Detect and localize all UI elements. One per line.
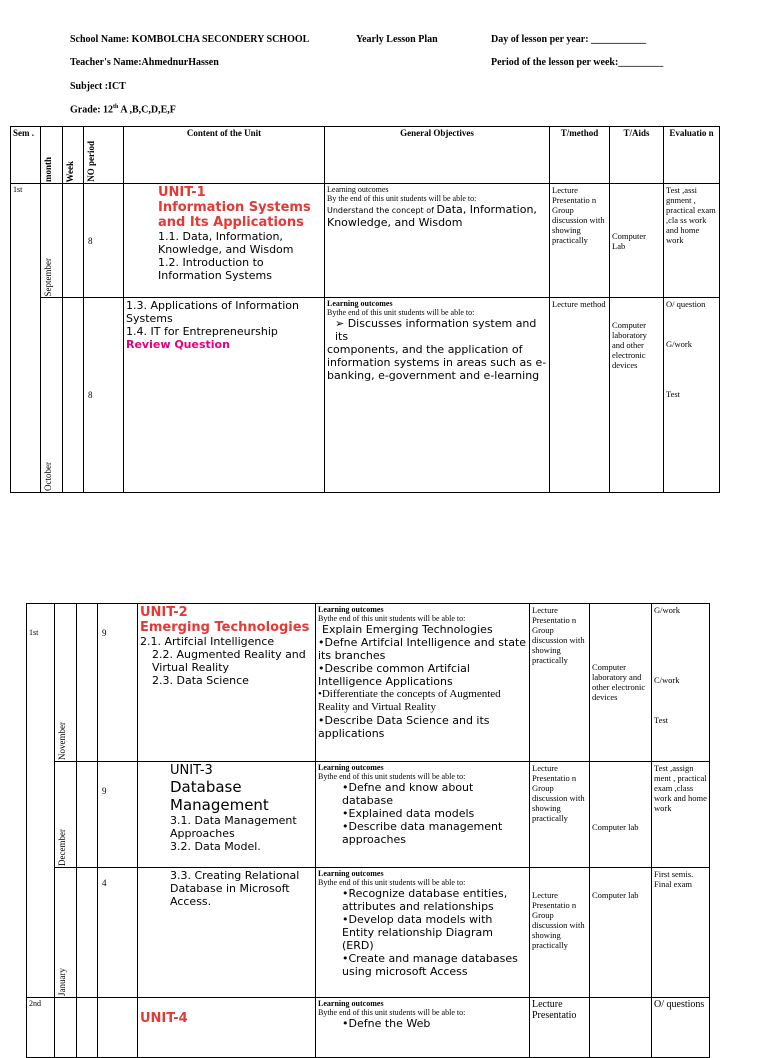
objective-text: •Create and manage databases using microsoft Access <box>342 952 518 978</box>
content-cell <box>138 998 316 1058</box>
unit-name: Database Management <box>170 778 269 814</box>
topic-item: 1.4. IT for Entrepreneurship <box>126 325 278 338</box>
unit-title: UNIT-4 <box>140 1011 188 1026</box>
topic-item: 2.2. Augmented Reality and Virtual Reality <box>152 648 306 674</box>
evaluation-item: O/ question <box>666 299 706 309</box>
topic-item: 3.1. Data Management Approaches <box>170 814 297 840</box>
learning-outcomes-intro: Bythe end of this unit students will be able to: <box>327 308 475 317</box>
month-cell <box>55 998 77 1058</box>
learning-outcomes-label: Learning outcomes <box>318 869 384 878</box>
week-cell <box>77 604 98 762</box>
tmethod-cell: Lecture Presentatio n Group discussion with showing practically <box>530 868 590 998</box>
objective-text: •Describe common Artifcial Intelligence Applications <box>318 662 470 688</box>
learning-outcomes-label: Learning outcomes <box>327 299 393 308</box>
evaluation-item: Test <box>666 389 681 399</box>
period-cell <box>98 998 138 1058</box>
week-cell <box>63 184 84 298</box>
objective-text: •Describe Data Science and its applications <box>318 714 490 740</box>
month-cell: September <box>41 184 63 298</box>
school-name: School Name: KOMBOLCHA SECONDERY SCHOOL <box>70 34 310 45</box>
unit-name: Emerging Technologies <box>140 620 310 635</box>
objective-text: •Describe data management approaches <box>342 820 503 846</box>
week-cell <box>77 998 98 1058</box>
week-cell <box>77 762 98 868</box>
content-cell <box>124 298 325 493</box>
col-sem: Sem . <box>11 127 41 184</box>
unit-title: UNIT-1 <box>158 185 206 200</box>
table-row <box>27 998 710 1058</box>
evaluation-item: C/work <box>654 675 680 685</box>
objective-lead: Understand the concept of <box>327 206 437 215</box>
taids-cell: Computer lab <box>590 762 652 868</box>
col-content: Content of the Unit <box>124 127 325 184</box>
content-cell <box>138 868 316 998</box>
objective-text: •Recognize database entities, attributes and relationships <box>342 887 508 913</box>
week-cell <box>63 298 84 493</box>
tmethod-cell: Lecture Presentatio n Group discussion with showing practically <box>530 604 590 762</box>
grade: Grade: 12th A ,B,C,D,E,F <box>70 104 176 116</box>
objective-text: ➢ Discusses information system and its <box>335 317 537 343</box>
objective-text: •Explained data models <box>342 807 475 820</box>
period-per-week: Period of the lesson per week:_________ <box>491 57 664 68</box>
learning-outcomes-intro: Bythe end of this unit students will be able to: <box>318 1008 466 1017</box>
evaluation-cell <box>664 298 720 493</box>
topic-item: 2.1. Artifcial Intelligence <box>140 635 275 648</box>
objectives-cell <box>316 868 530 998</box>
topic-item: 1.2. Introduction to Information Systems <box>158 256 272 282</box>
sem-cell: 1st <box>11 184 41 493</box>
col-evaluation: Evaluatio n <box>664 127 720 184</box>
subject: Subject :ICT <box>70 81 126 92</box>
objectives-cell <box>325 184 550 298</box>
sem-cell: 1st <box>27 604 55 998</box>
evaluation-cell <box>652 604 710 762</box>
table-row <box>27 868 710 998</box>
month-cell: January <box>55 868 77 998</box>
col-no-period: NO period <box>84 127 124 184</box>
col-tmethod: T/method <box>550 127 610 184</box>
objective-text: •Defne and know about database <box>342 781 474 807</box>
tmethod-cell: Lecture method <box>550 298 610 493</box>
taids-cell: Computer lab <box>590 868 652 998</box>
objective-text: •Develop data models with Entity relationship Diagram (ERD) <box>342 913 493 952</box>
period-cell: 9 <box>98 762 138 868</box>
content-cell <box>138 762 316 868</box>
tmethod-cell: Lecture Presentatio n Group discussion with showing practically <box>550 184 610 298</box>
objective-text: Explain Emerging Technologies <box>322 623 493 636</box>
evaluation-cell: First semis. Final exam <box>652 868 710 998</box>
evaluation-cell: O/ questions <box>652 998 710 1058</box>
week-cell <box>77 868 98 998</box>
learning-outcomes-intro: Bythe end of this unit students will be able to: <box>318 772 466 781</box>
taids-cell <box>590 998 652 1058</box>
topic-item: 1.1. Data, Information, Knowledge, and Wisdom <box>158 230 294 256</box>
learning-outcomes-label: Learning outcomes <box>327 185 389 194</box>
review-question: Review Question <box>126 338 230 351</box>
evaluation-item: G/work <box>654 605 680 615</box>
objectives-cell <box>316 604 530 762</box>
learning-outcomes-label: Learning outcomes <box>318 999 384 1008</box>
learning-outcomes-intro: Bythe end of this unit students will be able to: <box>318 878 466 887</box>
teacher-name: Teacher's Name:AhmednurHassen <box>70 57 219 68</box>
unit-title: UNIT-3 <box>170 763 213 778</box>
evaluation-cell: Test ,assi gnment , practical exam ,cla ss work and home work <box>664 184 720 298</box>
learning-outcomes-label: Learning outcomes <box>318 605 384 614</box>
topic-item: 3.3. Creating Relational Database in Microsoft Access. <box>170 869 300 908</box>
table-row <box>27 762 710 868</box>
objective-text: Data, Information, Knowledge, and Wisdom <box>327 203 537 229</box>
objectives-cell <box>325 298 550 493</box>
period-cell: 8 <box>84 298 124 493</box>
table-row <box>27 604 710 762</box>
plan-title: Yearly Lesson Plan <box>356 34 438 45</box>
learning-outcomes-intro: Bythe end of this unit students will be able to: <box>318 614 466 623</box>
month-cell: October <box>41 298 63 493</box>
lesson-plan-table-2 <box>26 603 710 1058</box>
evaluation-item: Test <box>654 715 669 725</box>
tmethod-cell: Lecture Presentatio n Group discussion with showing practically <box>530 762 590 868</box>
objective-text: •Defne the Web <box>342 1017 431 1030</box>
table-row <box>11 184 720 298</box>
evaluation-item: G/work <box>666 339 692 349</box>
day-per-year: Day of lesson per year: ___________ <box>491 34 647 45</box>
month-cell: November <box>55 604 77 762</box>
taids-cell: Computer laboratory and other electronic devices <box>590 604 652 762</box>
tmethod-cell: Lecture Presentatio <box>530 998 590 1058</box>
topic-item: 2.3. Data Science <box>152 674 249 687</box>
objectives-cell <box>316 762 530 868</box>
learning-outcomes-label: Learning outcomes <box>318 763 384 772</box>
content-cell <box>138 604 316 762</box>
evaluation-cell: Test ,assign ment , practical exam ,class work and home work <box>652 762 710 868</box>
table-row <box>11 298 720 493</box>
objective-text: •Defne Artifcial Intelligence and state its branches <box>318 636 527 662</box>
col-taids: T/Aids <box>610 127 664 184</box>
col-month: month <box>41 127 63 184</box>
lesson-plan-table-1 <box>10 126 720 493</box>
unit-title: UNIT-2 <box>140 605 188 620</box>
content-cell <box>124 184 325 298</box>
objective-text: •Differentiate the concepts of Augmented Reality and Virtual Reality <box>318 688 501 713</box>
period-cell: 9 <box>98 604 138 762</box>
period-cell: 8 <box>84 184 124 298</box>
objective-text: components, and the application of information systems in areas such as e-banking, e-government and e-learning <box>327 343 547 382</box>
period-cell: 4 <box>98 868 138 998</box>
objectives-cell <box>316 998 530 1058</box>
col-objectives: General Objectives <box>325 127 550 184</box>
sem-cell: 2nd <box>27 998 55 1058</box>
taids-cell: Computer Lab <box>610 184 664 298</box>
col-week: Week <box>63 127 84 184</box>
learning-outcomes-intro: By the end of this unit students will be able to: <box>327 194 477 203</box>
unit-name: Information Systems and Its Applications <box>158 200 311 230</box>
month-cell: December <box>55 762 77 868</box>
topic-item: 1.3. Applications of Information Systems <box>126 299 299 325</box>
topic-item: 3.2. Data Model. <box>170 840 261 853</box>
taids-cell: Computer laboratory and other electronic devices <box>610 298 664 493</box>
